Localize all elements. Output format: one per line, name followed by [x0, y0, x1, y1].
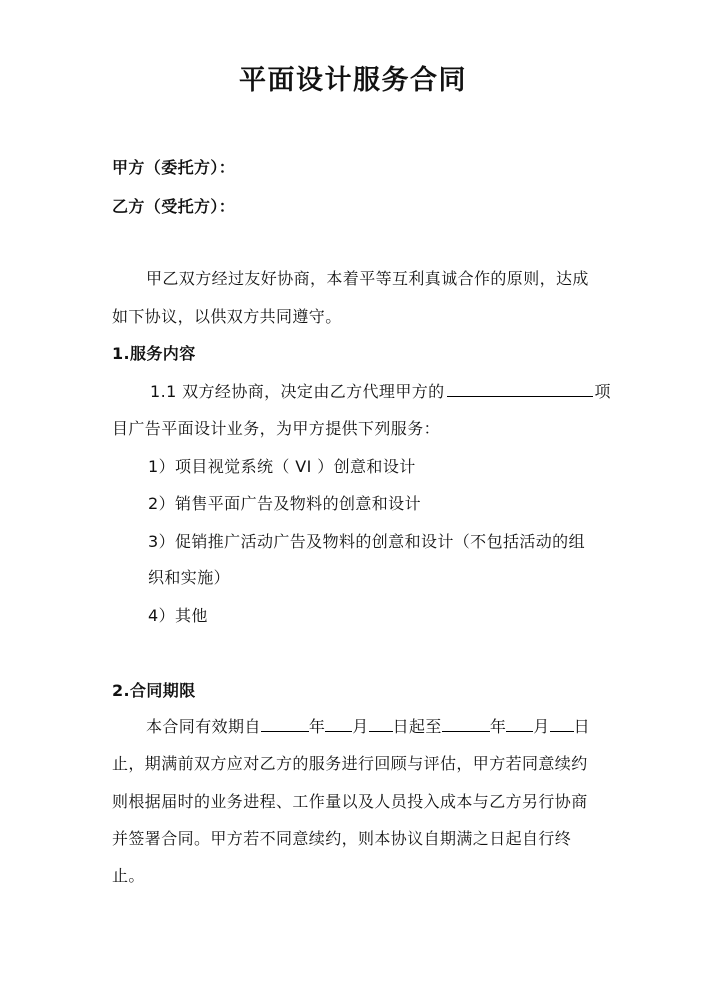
service-item-3-cont: 织和实施）: [148, 568, 231, 587]
party-a-label: 甲方（委托方）：: [112, 158, 236, 177]
start-year-blank: [261, 716, 309, 732]
intro-line-2: 如下协议，以供双方共同遵守。: [112, 307, 342, 326]
start-month-label: 月: [352, 717, 369, 736]
term-line-1: [146, 716, 590, 738]
start-day-blank: [369, 716, 393, 732]
end-day-label: 日: [573, 717, 591, 736]
project-name-blank: [447, 381, 593, 397]
end-month-blank: [506, 716, 533, 732]
service-item-4: 4）其他: [148, 606, 208, 625]
start-day-label: 日起至: [392, 717, 442, 736]
section-1-heading: 1.服务内容: [112, 344, 196, 363]
start-month-blank: [325, 716, 352, 732]
clause-1-1: [150, 381, 611, 403]
end-year-label: 年: [489, 717, 507, 736]
end-day-blank: [550, 716, 574, 732]
section-2-heading: 2.合同期限: [112, 681, 196, 700]
term-line-2: 止，期满前双方应对乙方的服务进行回顾与评估，甲方若同意续约: [112, 754, 588, 773]
term-prefix: 本合同有效期自: [146, 717, 261, 736]
start-year-label: 年: [308, 717, 326, 736]
end-year-blank: [442, 716, 490, 732]
end-month-label: 月: [533, 717, 550, 736]
term-line-4: 并签署合同。甲方若不同意续约，则本协议自期满之日起自行终: [112, 829, 572, 848]
clause-1-1-prefix: 1.1 双方经协商，决定由乙方代理甲方的: [150, 382, 445, 401]
term-line-5: 止。: [112, 866, 145, 885]
clause-1-1-line-2: 目广告平面设计业务，为甲方提供下列服务：: [112, 419, 441, 438]
party-b-label: 乙方（受托方）：: [112, 197, 236, 216]
term-line-3: 则根据届时的业务进程、工作量以及人员投入成本与乙方另行协商: [112, 792, 588, 811]
clause-1-1-suffix: 项: [594, 382, 611, 401]
service-item-1: 1）项目视觉系统（ VI ）创意和设计: [148, 457, 416, 476]
service-item-2: 2）销售平面广告及物料的创意和设计: [148, 494, 421, 513]
contract-title: 平面设计服务合同: [239, 65, 467, 96]
intro-line-1: 甲乙双方经过友好协商，本着平等互利真诚合作的原则，达成: [146, 269, 589, 288]
service-item-3: 3）促销推广活动广告及物料的创意和设计（不包括活动的组: [148, 532, 585, 551]
